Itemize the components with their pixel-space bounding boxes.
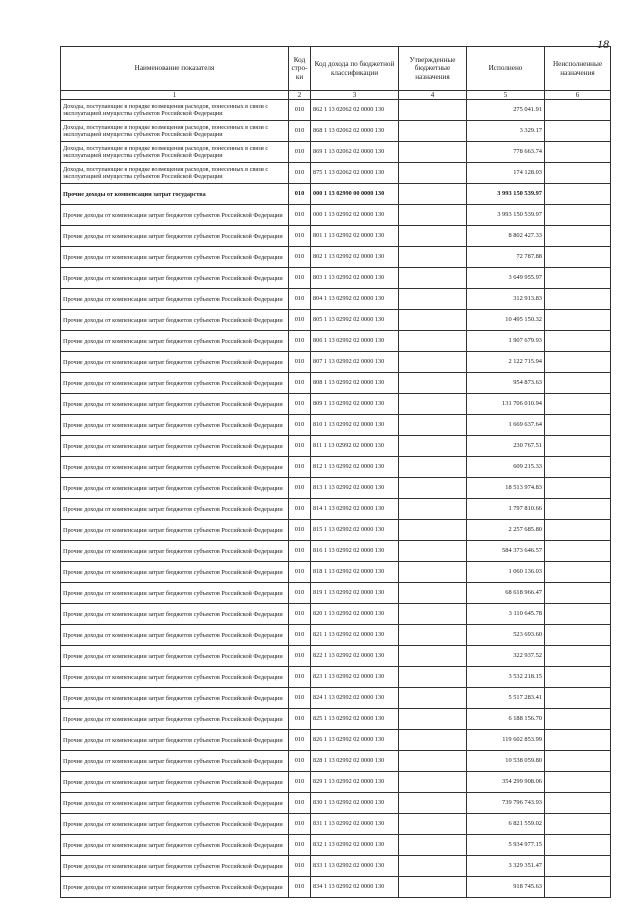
row-executed: 3 993 150 539.97: [467, 205, 545, 226]
row-unexecuted: [545, 562, 611, 583]
row-line-code: 010: [289, 478, 311, 499]
row-approved: [399, 268, 467, 289]
table-row: [61, 373, 611, 394]
table-row: [61, 793, 611, 814]
table-row: [61, 289, 611, 310]
row-income-code: 810 1 13 02992 02 0000 130: [311, 415, 399, 436]
row-unexecuted: [545, 373, 611, 394]
table-body: [61, 100, 611, 898]
row-executed: 72 787.88: [467, 247, 545, 268]
row-name: Прочие доходы от компенсации затрат бюджетов субъектов Российской Федерации: [61, 562, 289, 583]
row-executed: 3 329.17: [467, 121, 545, 142]
row-approved: [399, 499, 467, 520]
row-income-code: 809 1 13 02992 02 0000 130: [311, 394, 399, 415]
header-income-code: Код дохода по бюджетной классификации: [311, 47, 399, 91]
table-row: [61, 142, 611, 163]
row-unexecuted: [545, 730, 611, 751]
row-income-code: 000 1 13 02992 02 0000 130: [311, 205, 399, 226]
row-executed: 6 821 559.02: [467, 814, 545, 835]
row-executed: 1 907 679.93: [467, 331, 545, 352]
row-line-code: 010: [289, 709, 311, 730]
row-line-code: 010: [289, 352, 311, 373]
row-approved: [399, 730, 467, 751]
row-approved: [399, 226, 467, 247]
row-executed: 609 215.33: [467, 457, 545, 478]
row-name: Прочие доходы от компенсации затрат бюджетов субъектов Российской Федерации: [61, 373, 289, 394]
row-approved: [399, 751, 467, 772]
row-unexecuted: [545, 163, 611, 184]
row-unexecuted: [545, 121, 611, 142]
row-line-code: 010: [289, 184, 311, 205]
row-line-code: 010: [289, 646, 311, 667]
row-name: Прочие доходы от компенсации затрат бюджетов субъектов Российской Федерации: [61, 793, 289, 814]
row-approved: [399, 310, 467, 331]
row-line-code: 010: [289, 394, 311, 415]
table-row: [61, 856, 611, 877]
row-unexecuted: [545, 478, 611, 499]
row-unexecuted: [545, 100, 611, 121]
row-executed: 2 257 685.80: [467, 520, 545, 541]
row-line-code: 010: [289, 121, 311, 142]
row-income-code: 804 1 13 02992 02 0000 130: [311, 289, 399, 310]
row-income-code: 815 1 13 02992 02 0000 130: [311, 520, 399, 541]
row-income-code: 824 1 13 02992 02 0000 130: [311, 688, 399, 709]
row-approved: [399, 814, 467, 835]
table-row: [61, 730, 611, 751]
table-row: [61, 205, 611, 226]
row-name: Прочие доходы от компенсации затрат бюджетов субъектов Российской Федерации: [61, 268, 289, 289]
table-row: [61, 331, 611, 352]
row-name: Прочие доходы от компенсации затрат бюджетов субъектов Российской Федерации: [61, 478, 289, 499]
table-row: [61, 520, 611, 541]
row-line-code: 010: [289, 562, 311, 583]
row-executed: 3 649 955.97: [467, 268, 545, 289]
row-income-code: 000 1 13 02990 00 0000 130: [311, 184, 399, 205]
row-executed: 131 706 010.94: [467, 394, 545, 415]
column-number: 6: [545, 91, 611, 100]
row-income-code: 822 1 13 02992 02 0000 130: [311, 646, 399, 667]
row-executed: 119 602 853.99: [467, 730, 545, 751]
row-name: Прочие доходы от компенсации затрат бюджетов субъектов Российской Федерации: [61, 730, 289, 751]
row-name: Прочие доходы от компенсации затрат бюджетов субъектов Российской Федерации: [61, 499, 289, 520]
row-executed: 354 299 908.06: [467, 772, 545, 793]
row-name: Прочие доходы от компенсации затрат бюджетов субъектов Российской Федерации: [61, 415, 289, 436]
row-line-code: 010: [289, 688, 311, 709]
row-income-code: 805 1 13 02992 02 0000 130: [311, 310, 399, 331]
row-name: Прочие доходы от компенсации затрат бюджетов субъектов Российской Федерации: [61, 709, 289, 730]
row-executed: 918 745.63: [467, 877, 545, 898]
row-unexecuted: [545, 184, 611, 205]
row-line-code: 010: [289, 268, 311, 289]
row-executed: 10 538 059.80: [467, 751, 545, 772]
row-approved: [399, 520, 467, 541]
row-unexecuted: [545, 247, 611, 268]
row-executed: 68 618 966.47: [467, 583, 545, 604]
row-approved: [399, 478, 467, 499]
row-income-code: 818 1 13 02992 02 0000 130: [311, 562, 399, 583]
row-name: Прочие доходы от компенсации затрат бюджетов субъектов Российской Федерации: [61, 205, 289, 226]
row-income-code: 803 1 13 02992 02 0000 130: [311, 268, 399, 289]
row-name: Прочие доходы от компенсации затрат бюджетов субъектов Российской Федерации: [61, 289, 289, 310]
row-line-code: 010: [289, 373, 311, 394]
row-name: Доходы, поступающие в порядке возмещения расходов, понесенных в связи с эксплуатацией имущества субъектов Российской Федерации: [61, 163, 289, 184]
row-income-code: 807 1 13 02992 02 0000 130: [311, 352, 399, 373]
row-executed: 3 993 150 539.97: [467, 184, 545, 205]
row-executed: 5 934 977.15: [467, 835, 545, 856]
row-name: Прочие доходы от компенсации затрат бюджетов субъектов Российской Федерации: [61, 751, 289, 772]
row-name: Доходы, поступающие в порядке возмещения расходов, понесенных в связи с эксплуатацией имущества субъектов Российской Федерации: [61, 100, 289, 121]
row-executed: 10 495 150.32: [467, 310, 545, 331]
row-approved: [399, 331, 467, 352]
header-row: [61, 47, 611, 91]
row-unexecuted: [545, 289, 611, 310]
row-approved: [399, 247, 467, 268]
row-approved: [399, 709, 467, 730]
header-executed: Исполнено: [467, 47, 545, 91]
row-unexecuted: [545, 394, 611, 415]
row-executed: 1 669 637.64: [467, 415, 545, 436]
table-row: [61, 100, 611, 121]
table-row: [61, 478, 611, 499]
row-line-code: 010: [289, 667, 311, 688]
row-name: Прочие доходы от компенсации затрат бюджетов субъектов Российской Федерации: [61, 310, 289, 331]
row-income-code: 833 1 13 02992 02 0000 130: [311, 856, 399, 877]
row-unexecuted: [545, 814, 611, 835]
row-unexecuted: [545, 436, 611, 457]
row-line-code: 010: [289, 835, 311, 856]
row-unexecuted: [545, 226, 611, 247]
row-approved: [399, 457, 467, 478]
row-name: Прочие доходы от компенсации затрат бюджетов субъектов Российской Федерации: [61, 856, 289, 877]
row-approved: [399, 352, 467, 373]
row-executed: 5 517 283.41: [467, 688, 545, 709]
row-name: Прочие доходы от компенсации затрат бюджетов субъектов Российской Федерации: [61, 394, 289, 415]
row-name: Прочие доходы от компенсации затрат бюджетов субъектов Российской Федерации: [61, 247, 289, 268]
table-row: [61, 625, 611, 646]
row-approved: [399, 121, 467, 142]
row-name: Доходы, поступающие в порядке возмещения расходов, понесенных в связи с эксплуатацией имущества субъектов Российской Федерации: [61, 121, 289, 142]
row-income-code: 820 1 13 02992 02 0000 130: [311, 604, 399, 625]
row-line-code: 010: [289, 331, 311, 352]
table-row: [61, 184, 611, 205]
row-income-code: 825 1 13 02992 02 0000 130: [311, 709, 399, 730]
row-income-code: 828 1 13 02992 02 0000 130: [311, 751, 399, 772]
row-executed: 174 128.03: [467, 163, 545, 184]
row-line-code: 010: [289, 583, 311, 604]
row-line-code: 010: [289, 625, 311, 646]
row-income-code: 831 1 13 02992 02 0000 130: [311, 814, 399, 835]
row-unexecuted: [545, 310, 611, 331]
row-approved: [399, 604, 467, 625]
row-name: Прочие доходы от компенсации затрат бюджетов субъектов Российской Федерации: [61, 583, 289, 604]
header-name: Наименование показателя: [61, 47, 289, 91]
row-unexecuted: [545, 205, 611, 226]
column-number: 2: [289, 91, 311, 100]
row-executed: 1 797 810.66: [467, 499, 545, 520]
row-unexecuted: [545, 583, 611, 604]
table-row: [61, 646, 611, 667]
row-income-code: 869 1 13 02062 02 0000 130: [311, 142, 399, 163]
row-name: Прочие доходы от компенсации затрат бюджетов субъектов Российской Федерации: [61, 835, 289, 856]
table-row: [61, 562, 611, 583]
table-row: [61, 751, 611, 772]
row-name: Прочие доходы от компенсации затрат бюджетов субъектов Российской Федерации: [61, 520, 289, 541]
row-approved: [399, 205, 467, 226]
row-line-code: 010: [289, 142, 311, 163]
row-approved: [399, 793, 467, 814]
table-row: [61, 667, 611, 688]
row-name: Прочие доходы от компенсации затрат бюджетов субъектов Российской Федерации: [61, 457, 289, 478]
row-unexecuted: [545, 646, 611, 667]
table-row: [61, 415, 611, 436]
row-unexecuted: [545, 331, 611, 352]
row-executed: 275 041.91: [467, 100, 545, 121]
page-number: 18: [597, 37, 609, 51]
row-executed: 6 188 156.70: [467, 709, 545, 730]
row-executed: 1 060 136.03: [467, 562, 545, 583]
row-approved: [399, 667, 467, 688]
row-income-code: 812 1 13 02992 02 0000 130: [311, 457, 399, 478]
row-executed: 3 532 218.15: [467, 667, 545, 688]
row-name: Прочие доходы от компенсации затрат бюджетов субъектов Российской Федерации: [61, 688, 289, 709]
row-approved: [399, 877, 467, 898]
row-line-code: 010: [289, 226, 311, 247]
row-line-code: 010: [289, 100, 311, 121]
row-unexecuted: [545, 751, 611, 772]
row-unexecuted: [545, 499, 611, 520]
row-income-code: 811 1 13 02992 02 0000 130: [311, 436, 399, 457]
table-row: [61, 604, 611, 625]
table-row: [61, 310, 611, 331]
row-name: Прочие доходы от компенсации затрат бюджетов субъектов Российской Федерации: [61, 331, 289, 352]
row-approved: [399, 835, 467, 856]
row-income-code: 806 1 13 02992 02 0000 130: [311, 331, 399, 352]
table-row: [61, 709, 611, 730]
row-name: Прочие доходы от компенсации затрат бюджетов субъектов Российской Федерации: [61, 877, 289, 898]
row-executed: 2 122 715.94: [467, 352, 545, 373]
row-unexecuted: [545, 709, 611, 730]
table-row: [61, 226, 611, 247]
row-line-code: 010: [289, 520, 311, 541]
row-unexecuted: [545, 457, 611, 478]
row-name: Прочие доходы от компенсации затрат бюджетов субъектов Российской Федерации: [61, 814, 289, 835]
row-name: Прочие доходы от компенсации затрат бюджетов субъектов Российской Федерации: [61, 541, 289, 562]
row-executed: 739 796 743.93: [467, 793, 545, 814]
row-unexecuted: [545, 604, 611, 625]
table-row: [61, 352, 611, 373]
row-income-code: 829 1 13 02992 02 0000 130: [311, 772, 399, 793]
row-name: Прочие доходы от компенсации затрат государства: [61, 184, 289, 205]
row-name: Прочие доходы от компенсации затрат бюджетов субъектов Российской Федерации: [61, 667, 289, 688]
row-line-code: 010: [289, 772, 311, 793]
row-income-code: 813 1 13 02992 02 0000 130: [311, 478, 399, 499]
table-row: [61, 163, 611, 184]
row-income-code: 875 1 13 02062 02 0000 130: [311, 163, 399, 184]
row-executed: 778 663.74: [467, 142, 545, 163]
header-unexecuted: Неисполненные назначения: [545, 47, 611, 91]
row-income-code: 823 1 13 02992 02 0000 130: [311, 667, 399, 688]
table-row: [61, 247, 611, 268]
row-income-code: 819 1 13 02992 02 0000 130: [311, 583, 399, 604]
table-row: [61, 436, 611, 457]
table-row: [61, 457, 611, 478]
row-approved: [399, 100, 467, 121]
row-line-code: 010: [289, 604, 311, 625]
row-income-code: 862 1 13 02062 02 0000 130: [311, 100, 399, 121]
row-name: Прочие доходы от компенсации затрат бюджетов субъектов Российской Федерации: [61, 604, 289, 625]
table-row: [61, 121, 611, 142]
row-line-code: 010: [289, 163, 311, 184]
column-number-row: [61, 91, 611, 100]
row-executed: 8 802 427.33: [467, 226, 545, 247]
row-approved: [399, 688, 467, 709]
row-approved: [399, 772, 467, 793]
row-approved: [399, 415, 467, 436]
row-name: Прочие доходы от компенсации затрат бюджетов субъектов Российской Федерации: [61, 352, 289, 373]
row-name: Прочие доходы от компенсации затрат бюджетов субъектов Российской Федерации: [61, 436, 289, 457]
row-name: Прочие доходы от компенсации затрат бюджетов субъектов Российской Федерации: [61, 226, 289, 247]
row-approved: [399, 394, 467, 415]
row-name: Доходы, поступающие в порядке возмещения расходов, понесенных в связи с эксплуатацией имущества субъектов Российской Федерации: [61, 142, 289, 163]
row-executed: 230 767.51: [467, 436, 545, 457]
row-income-code: 834 1 13 02992 02 0000 130: [311, 877, 399, 898]
row-approved: [399, 583, 467, 604]
header-line-code: Код стро-ки: [289, 47, 311, 91]
row-unexecuted: [545, 877, 611, 898]
row-unexecuted: [545, 415, 611, 436]
row-approved: [399, 163, 467, 184]
row-line-code: 010: [289, 730, 311, 751]
row-name: Прочие доходы от компенсации затрат бюджетов субъектов Российской Федерации: [61, 625, 289, 646]
row-line-code: 010: [289, 814, 311, 835]
table-row: [61, 499, 611, 520]
row-income-code: 821 1 13 02992 02 0000 130: [311, 625, 399, 646]
row-income-code: 832 1 13 02992 02 0000 130: [311, 835, 399, 856]
row-line-code: 010: [289, 541, 311, 562]
row-executed: 584 373 646.57: [467, 541, 545, 562]
table-row: [61, 394, 611, 415]
row-line-code: 010: [289, 457, 311, 478]
row-approved: [399, 856, 467, 877]
row-income-code: 830 1 13 02992 02 0000 130: [311, 793, 399, 814]
row-executed: 322 937.52: [467, 646, 545, 667]
row-unexecuted: [545, 520, 611, 541]
row-name: Прочие доходы от компенсации затрат бюджетов субъектов Российской Федерации: [61, 772, 289, 793]
table-row: [61, 583, 611, 604]
row-unexecuted: [545, 142, 611, 163]
row-income-code: 868 1 13 02062 02 0000 130: [311, 121, 399, 142]
row-line-code: 010: [289, 436, 311, 457]
row-unexecuted: [545, 772, 611, 793]
row-unexecuted: [545, 856, 611, 877]
row-line-code: 010: [289, 877, 311, 898]
row-approved: [399, 541, 467, 562]
column-number: 4: [399, 91, 467, 100]
table-row: [61, 835, 611, 856]
row-line-code: 010: [289, 499, 311, 520]
table-row: [61, 772, 611, 793]
row-line-code: 010: [289, 289, 311, 310]
row-name: Прочие доходы от компенсации затрат бюджетов субъектов Российской Федерации: [61, 646, 289, 667]
row-executed: 954 873.63: [467, 373, 545, 394]
column-number: 3: [311, 91, 399, 100]
row-unexecuted: [545, 667, 611, 688]
row-executed: 3 329 351.47: [467, 856, 545, 877]
row-unexecuted: [545, 268, 611, 289]
row-line-code: 010: [289, 205, 311, 226]
table-row: [61, 268, 611, 289]
row-approved: [399, 562, 467, 583]
row-line-code: 010: [289, 793, 311, 814]
row-income-code: 816 1 13 02992 02 0000 130: [311, 541, 399, 562]
income-report-table: [60, 46, 611, 898]
row-line-code: 010: [289, 856, 311, 877]
row-income-code: 802 1 13 02992 02 0000 130: [311, 247, 399, 268]
row-income-code: 814 1 13 02992 02 0000 130: [311, 499, 399, 520]
row-line-code: 010: [289, 247, 311, 268]
header-approved: Утвержденные бюджетные назначения: [399, 47, 467, 91]
row-executed: 523 693.60: [467, 625, 545, 646]
row-approved: [399, 646, 467, 667]
column-number: 5: [467, 91, 545, 100]
column-number: 1: [61, 91, 289, 100]
row-approved: [399, 289, 467, 310]
row-income-code: 808 1 13 02992 02 0000 130: [311, 373, 399, 394]
row-line-code: 010: [289, 751, 311, 772]
row-income-code: 801 1 13 02992 02 0000 130: [311, 226, 399, 247]
table-row: [61, 541, 611, 562]
row-line-code: 010: [289, 310, 311, 331]
row-unexecuted: [545, 625, 611, 646]
row-executed: 312 913.83: [467, 289, 545, 310]
table-row: [61, 814, 611, 835]
row-executed: 18 513 974.83: [467, 478, 545, 499]
row-executed: 3 110 645.78: [467, 604, 545, 625]
row-unexecuted: [545, 352, 611, 373]
row-unexecuted: [545, 541, 611, 562]
row-unexecuted: [545, 835, 611, 856]
table-row: [61, 877, 611, 898]
row-unexecuted: [545, 688, 611, 709]
row-approved: [399, 436, 467, 457]
row-approved: [399, 184, 467, 205]
row-line-code: 010: [289, 415, 311, 436]
row-approved: [399, 625, 467, 646]
row-unexecuted: [545, 793, 611, 814]
table-row: [61, 688, 611, 709]
row-approved: [399, 142, 467, 163]
row-income-code: 826 1 13 02992 02 0000 130: [311, 730, 399, 751]
row-approved: [399, 373, 467, 394]
